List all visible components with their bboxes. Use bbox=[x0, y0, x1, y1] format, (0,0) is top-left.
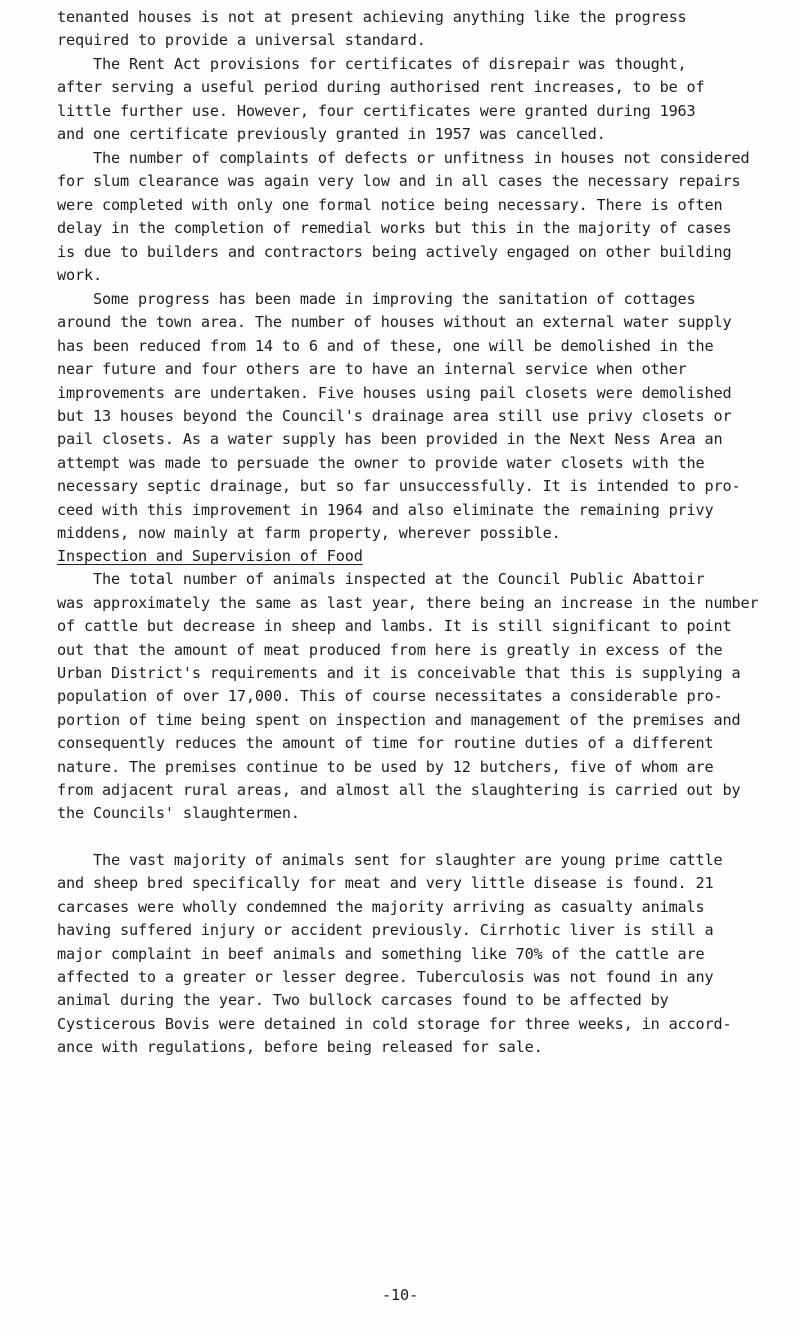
text-line: has been reduced from 14 to 6 and of these, one will be demolished in the bbox=[57, 336, 714, 355]
text-line: Cysticerous Bovis were detained in cold storage for three weeks, in accord- bbox=[57, 1014, 732, 1033]
paragraph-rent-act bbox=[57, 53, 771, 147]
text-line: near future and four others are to have an internal service when other bbox=[57, 360, 687, 379]
section-heading: Inspection and Supervision of Food bbox=[57, 547, 363, 565]
text-line: ceed with this improvement in 1964 and also eliminate the remaining privy bbox=[57, 500, 714, 519]
text-line: after serving a useful period during authorised rent increases, to be of bbox=[57, 78, 705, 97]
text-line: middens, now mainly at farm property, wherever possible. bbox=[57, 523, 561, 542]
text-line: were completed with only one formal notice being necessary. There is often bbox=[57, 195, 723, 214]
text-line: little further use. However, four certificates were granted during 1963 bbox=[57, 101, 696, 120]
text-line: affected to a greater or lesser degree. Tuberculosis was not found in any bbox=[57, 967, 714, 986]
text-line: having suffered injury or accident previously. Cirrhotic liver is still a bbox=[57, 921, 714, 940]
text-line: The Rent Act provisions for certificates of disrepair was thought, bbox=[57, 55, 687, 73]
text-line: animal during the year. Two bullock carcases found to be affected by bbox=[57, 991, 669, 1010]
text-line: was approximately the same as last year, there being an increase in the number bbox=[57, 593, 759, 612]
text-line: but 13 houses beyond the Council's drainage area still use privy closets or bbox=[57, 406, 732, 425]
paragraph-sanitation bbox=[57, 288, 771, 545]
text-line: consequently reduces the amount of time for routine duties of a different bbox=[57, 734, 714, 753]
page-number: -10- bbox=[382, 1286, 418, 1304]
text-line: improvements are undertaken. Five houses using pail closets were demolished bbox=[57, 383, 732, 402]
text-line: The vast majority of animals sent for slaughter are young prime cattle bbox=[57, 851, 723, 869]
text-line: out that the amount of meat produced from here is greatly in excess of the bbox=[57, 640, 723, 659]
paragraph-slaughter bbox=[57, 849, 771, 1060]
text-line: around the town area. The number of houses without an external water supply bbox=[57, 313, 732, 332]
text-line: delay in the completion of remedial works but this in the majority of cases bbox=[57, 219, 732, 238]
text-line: required to provide a universal standard. bbox=[57, 31, 426, 50]
section-food-inspection bbox=[57, 545, 771, 826]
text-line: for slum clearance was again very low and in all cases the necessary repairs bbox=[57, 172, 741, 191]
text-line: work. bbox=[57, 265, 102, 284]
text-line: The number of complaints of defects or unfitness in houses not considered bbox=[57, 149, 750, 167]
text-line: pail closets. As a water supply has been provided in the Next Ness Area an bbox=[57, 430, 723, 449]
text-line: attempt was made to persuade the owner to provide water closets with the bbox=[57, 453, 705, 472]
text-line: tenanted houses is not at present achieving anything like the progress bbox=[57, 8, 687, 26]
paragraph-housing-standard bbox=[57, 6, 771, 53]
text-line: and one certificate previously granted in 1957 was cancelled. bbox=[57, 125, 606, 144]
text-line: population of over 17,000. This of course necessitates a considerable pro- bbox=[57, 687, 723, 706]
text-line: and sheep bred specifically for meat and very little disease is found. 21 bbox=[57, 874, 714, 893]
text-line: portion of time being spent on inspection and management of the premises and bbox=[57, 710, 741, 729]
text-line: The total number of animals inspected at the Council Public Abattoir bbox=[57, 570, 705, 589]
paragraph-complaints bbox=[57, 147, 771, 287]
text-line: necessary septic drainage, but so far unsuccessfully. It is intended to pro- bbox=[57, 477, 741, 496]
text-line: ance with regulations, before being released for sale. bbox=[57, 1038, 543, 1057]
text-line: Urban District's requirements and it is conceivable that this is supplying a bbox=[57, 663, 741, 682]
text-line: from adjacent rural areas, and almost all the slaughtering is carried out by bbox=[57, 780, 741, 799]
text-line: major complaint in beef animals and something like 70% of the cattle are bbox=[57, 944, 705, 963]
text-line: the Councils' slaughtermen. bbox=[57, 804, 300, 823]
text-line: nature. The premises continue to be used by 12 butchers, five of whom are bbox=[57, 757, 714, 776]
text-line: carcases were wholly condemned the majority arriving as casualty animals bbox=[57, 897, 705, 916]
text-line: Some progress has been made in improving the sanitation of cottages bbox=[57, 290, 696, 308]
text-line: of cattle but decrease in sheep and lambs. It is still significant to point bbox=[57, 617, 732, 636]
text-line: is due to builders and contractors being actively engaged on other building bbox=[57, 242, 732, 261]
